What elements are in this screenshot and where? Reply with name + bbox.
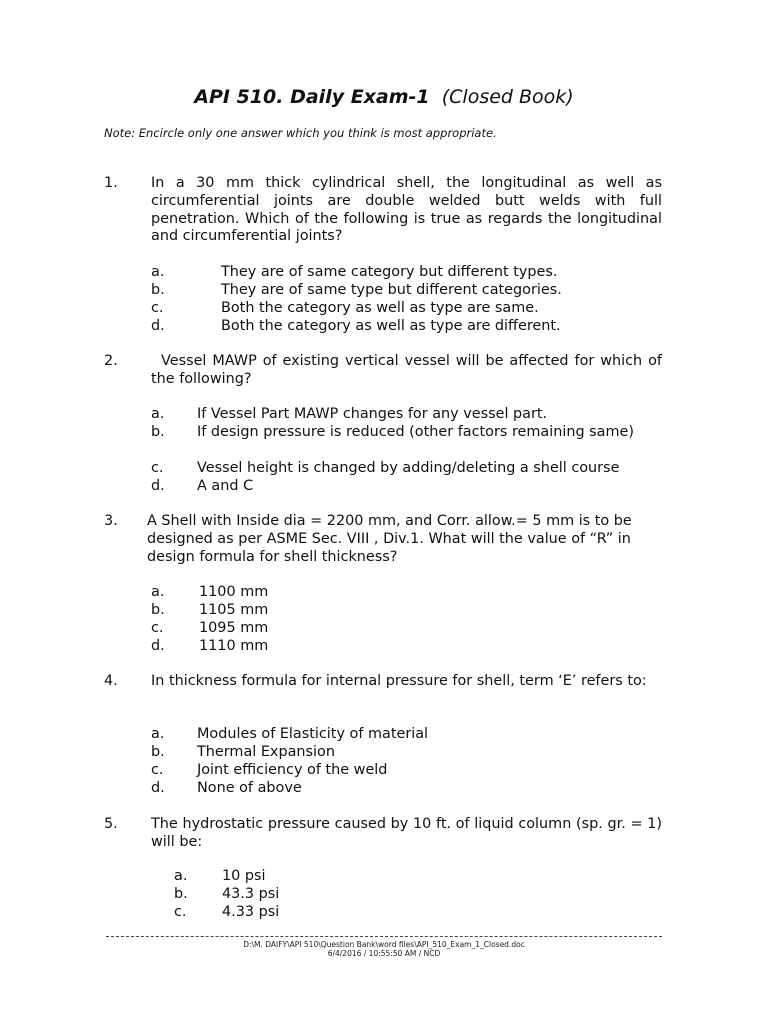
- document-title: [0, 86, 768, 108]
- option-text: None of above: [197, 780, 302, 796]
- option-text: 1100 mm: [199, 584, 269, 600]
- option-letter: c.: [174, 904, 187, 920]
- option-letter: b.: [151, 602, 165, 618]
- option-letter: b.: [151, 744, 165, 760]
- option-text: 43.3 psi: [222, 886, 280, 902]
- option-letter: b.: [174, 886, 188, 902]
- option-text: If design pressure is reduced (other factors remaining same): [197, 424, 634, 440]
- option-text: Both the category as well as type are different.: [221, 318, 561, 334]
- question-number: 1.: [104, 175, 118, 191]
- instruction-note: Note: Encircle only one answer which you think is most appropriate.: [104, 126, 497, 140]
- option-text: 1110 mm: [199, 638, 269, 654]
- option-letter: a.: [151, 584, 165, 600]
- footer-file-path: D:\M. DAIFY\API 510\Question Bank\word files\API_510_Exam_1_Closed.doc: [243, 940, 525, 949]
- option-text: If Vessel Part MAWP changes for any vessel part.: [197, 406, 548, 422]
- option-text: They are of same type but different categories.: [221, 282, 562, 298]
- question-text: Vessel MAWP of existing vertical vessel will be affected for which of the following?: [151, 353, 662, 387]
- option-letter: b.: [151, 282, 165, 298]
- option-text: 1105 mm: [199, 602, 269, 618]
- option-letter: c.: [151, 300, 164, 316]
- option-text: They are of same category but different types.: [221, 264, 558, 280]
- question-text: In thickness formula for internal pressure for shell, term ‘E’ refers to:: [151, 673, 647, 689]
- option-letter: c.: [151, 762, 164, 778]
- title-subtitle: (Closed Book): [441, 86, 574, 108]
- option-text: Joint efficiency of the weld: [197, 762, 388, 778]
- option-letter: d.: [151, 780, 165, 796]
- question-text: A Shell with Inside dia = 2200 mm, and Corr. allow.= 5 mm is to be designed as per ASME Sec. VIII , Div.1. What will the value of “R” in design formula for shell thickness?: [147, 513, 632, 565]
- option-letter: d.: [151, 478, 165, 494]
- question-text: The hydrostatic pressure caused by 10 ft. of liquid column (sp. gr. = 1) will be:: [151, 816, 662, 850]
- question-number: 5.: [104, 816, 118, 832]
- option-text: Both the category as well as type are same.: [221, 300, 539, 316]
- option-letter: a.: [151, 726, 165, 742]
- option-text: Vessel height is changed by adding/deleting a shell course: [197, 460, 620, 476]
- option-letter: c.: [151, 620, 164, 636]
- question-number: 3.: [104, 513, 118, 529]
- footer-timestamp: 6/4/2016 / 10:55:50 AM / NCD: [327, 949, 441, 958]
- option-letter: d.: [151, 638, 165, 654]
- option-text: 10 psi: [222, 868, 266, 884]
- option-letter: a.: [151, 264, 165, 280]
- option-text: 1095 mm: [199, 620, 269, 636]
- title-main: API 510. Daily Exam-1: [194, 86, 430, 108]
- option-text: Modules of Elasticity of material: [197, 726, 429, 742]
- option-text: 4.33 psi: [222, 904, 280, 920]
- option-letter: a.: [174, 868, 188, 884]
- question-number: 4.: [104, 673, 118, 689]
- question-text: In a 30 mm thick cylindrical shell, the longitudinal as well as circumferential joints are double welded butt welds with full penetration. Which of the following is true as regards the longitudinal and circumferential joints?: [151, 175, 662, 245]
- option-text: Thermal Expansion: [197, 744, 335, 760]
- question-number: 2.: [104, 353, 118, 369]
- option-letter: b.: [151, 424, 165, 440]
- footer-divider: [106, 936, 662, 937]
- option-letter: c.: [151, 460, 164, 476]
- option-text: A and C: [197, 478, 254, 494]
- option-letter: a.: [151, 406, 165, 422]
- option-letter: d.: [151, 318, 165, 334]
